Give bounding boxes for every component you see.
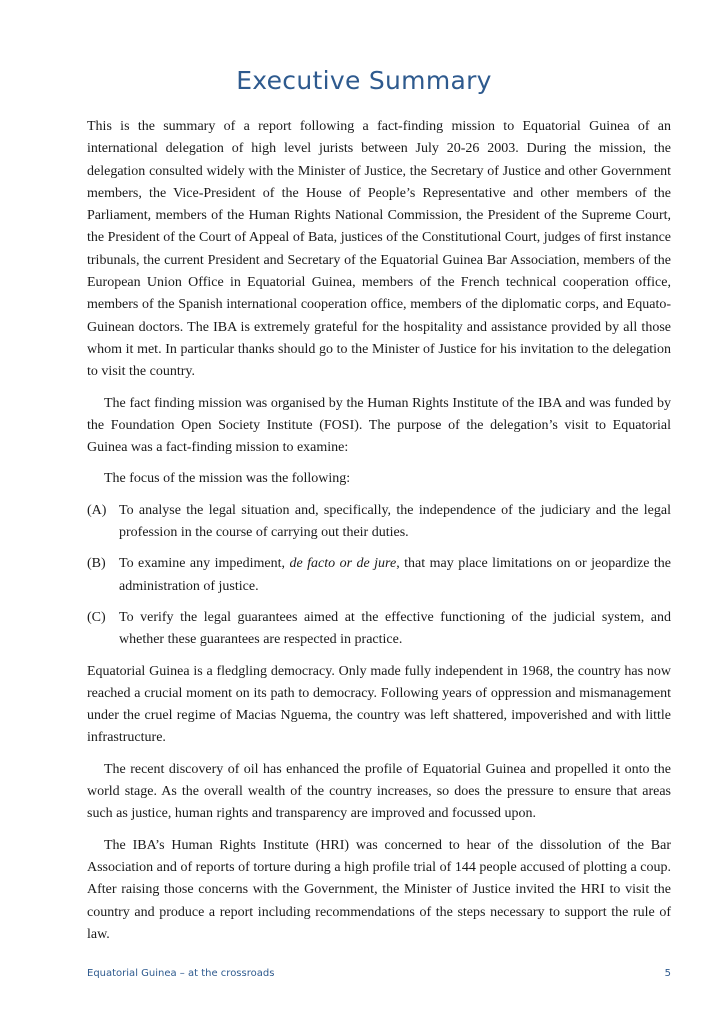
paragraph-democracy: Equatorial Guinea is a fledgling democracy. Only made fully independent in 1968, the country has now reached a crucial moment on its path to democracy. Following years of oppression and mismanagement under the cruel regime of Macias Nguema, the country was left shattered, impoverished and with little infrastructure.	[87, 663, 671, 746]
list-item	[87, 500, 671, 545]
paragraph-focus-intro: The focus of the mission was the following:	[104, 471, 351, 487]
list-item	[87, 553, 671, 598]
focus-list	[87, 500, 671, 652]
document-body	[87, 116, 671, 955]
paragraph-oil: The recent discovery of oil has enhanced the profile of Equatorial Guinea and propelled it onto the world stage. As the overall wealth of the country increases, so does the pressure to ensure that areas such as justice, human rights and transparency are improved and focussed upon.	[87, 761, 671, 822]
list-item-text: To verify the legal guarantees aimed at the effective functioning of the judicial system, and whether these guarantees are respected in practice.	[119, 609, 671, 648]
list-item-text-before: To examine any impediment,	[119, 556, 290, 572]
list-item-text	[119, 556, 671, 593]
list-item-text: To analyse the legal situation and, specifically, the independence of the judiciary and the legal profession in the course of carrying out their duties.	[119, 502, 671, 541]
page-footer	[87, 968, 671, 986]
list-item-text-after: , that may place limitations on or jeopardize the administration of justice.	[119, 556, 671, 594]
list-item	[87, 607, 671, 652]
list-item-text-italic: de facto or de jure	[289, 556, 397, 572]
footer-title: Equatorial Guinea – at the crossroads	[87, 968, 275, 979]
page-title: Executive Summary	[236, 66, 492, 95]
paragraph-intro: This is the summary of a report following a fact-finding mission to Equatorial Guinea of an international delegation of high level jurists between July 20-26 2003. During the mission, the delegation consulted widely with the Minister of Justice, the Secretary of Justice and other Government members, the Vice-President of the House of People’s Representative and other members of the Parliament, members of the Human Rights National Commission, the President of the Supreme Court, the President of the Court of Appeal of Bata, justices of the Constitutional Court, judges of first instance tribunals, the current President and Secretary of the Equatorial Guinea Bar Association, members of the European Union Office in Equatorial Guinea, members of the French technical cooperation office, members of the Spanish international cooperation office, members of the diplomatic corps, and Equato-Guinean doctors. The IBA is extremely grateful for the hospitality and assistance provided by all those whom it met. In particular thanks should go to the Minister of Justice for his invitation to the delegation to visit the country.	[87, 119, 671, 380]
page-number: 5	[664, 968, 671, 979]
list-marker: (B)	[87, 556, 106, 572]
list-marker: (C)	[87, 609, 106, 625]
paragraph-hri-concerns: The IBA’s Human Rights Institute (HRI) was concerned to hear of the dissolution of the Bar Association and of reports of torture during a high profile trial of 144 people accused of plotting a coup. After raising those concerns with the Government, the Minister of Justice invited the HRI to visit the country and produce a report including recommendations of the steps necessary to support the rule of law.	[87, 837, 671, 942]
list-marker: (A)	[87, 502, 107, 518]
paragraph-mission-organisation: The fact finding mission was organised by the Human Rights Institute of the IBA and was funded by the Foundation Open Society Institute (FOSI). The purpose of the delegation’s visit to Equatorial Guinea was a fact-finding mission to examine:	[87, 395, 671, 456]
